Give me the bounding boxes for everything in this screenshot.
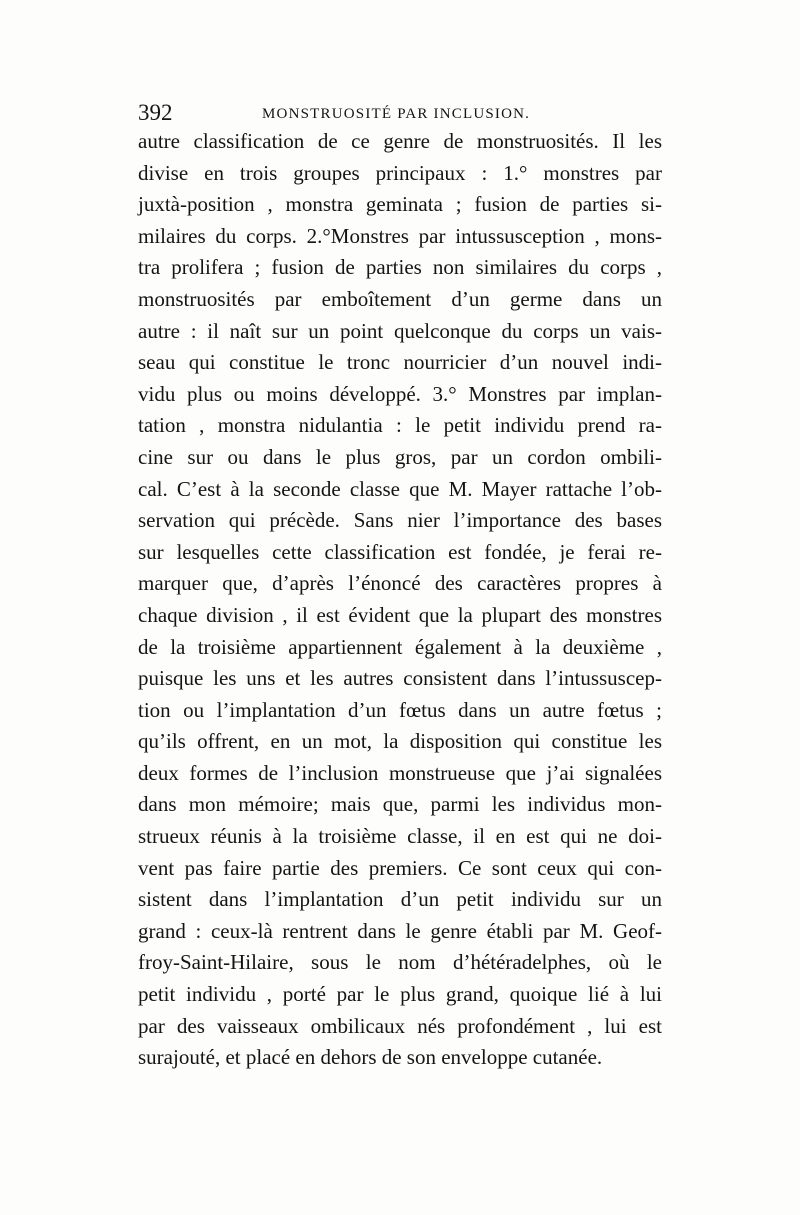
page-header xyxy=(138,100,660,126)
text-line: petit individu , porté par le plus grand, quoique lié à lui xyxy=(138,982,662,1007)
text-line: sur lesquelles cette classification est fondée, je ferai re- xyxy=(138,539,662,564)
running-title: MONSTRUOSITÉ PAR INCLUSION. xyxy=(262,106,531,122)
text-line: cal. C’est à la seconde classe que M. Mayer rattache l’ob- xyxy=(138,476,662,501)
text-line: chaque division , il est évident que la plupart des monstres xyxy=(138,602,662,627)
text-line: autre classification de ce genre de monstruosités. Il les xyxy=(138,129,662,153)
text-line: vidu plus ou moins développé. 3.° Monstres par implan- xyxy=(138,381,662,406)
text-line: froy-Saint-Hilaire, sous le nom d’hétéradelphes, où le xyxy=(138,950,662,975)
text-line: deux formes de l’inclusion monstrueuse que j’ai signalées xyxy=(138,760,662,785)
text-line: divise en trois groupes principaux : 1.° monstres par xyxy=(138,160,662,185)
text-line: par des vaisseaux ombilicaux nés profondément , lui est xyxy=(138,1013,662,1038)
text-line: monstruosités par emboîtement d’un germe dans un xyxy=(138,286,662,311)
text-line: autre : il naît sur un point quelconque du corps un vais- xyxy=(138,318,662,343)
text-line: puisque les uns et les autres consistent dans l’intussuscep- xyxy=(138,666,662,691)
text-line: surajouté, et placé en dehors de son enveloppe cutanée. xyxy=(138,1045,603,1070)
text-line: strueux réunis à la troisième classe, il en est qui ne doi- xyxy=(138,824,662,849)
text-line: tion ou l’implantation d’un fœtus dans un autre fœtus ; xyxy=(138,697,662,722)
body-text xyxy=(138,126,662,1074)
text-line: qu’ils offrent, en un mot, la disposition qui constitue les xyxy=(138,729,662,754)
text-line: sistent dans l’implantation d’un petit individu sur un xyxy=(138,887,662,912)
page-number: 392 xyxy=(138,100,173,125)
text-line: tation , monstra nidulantia : le petit individu prend ra- xyxy=(138,413,662,438)
text-line: de la troisième appartiennent également à la deuxième , xyxy=(138,634,662,659)
text-line: milaires du corps. 2.°Monstres par intussusception , mons- xyxy=(138,223,662,248)
text-line: grand : ceux-là rentrent dans le genre établi par M. Geof- xyxy=(138,918,662,943)
text-line: vent pas faire partie des premiers. Ce sont ceux qui con- xyxy=(138,855,662,880)
text-line: cine sur ou dans le plus gros, par un cordon ombili- xyxy=(138,444,662,469)
text-line: juxtà-position , monstra geminata ; fusion de parties si- xyxy=(138,192,662,217)
text-line: marquer que, d’après l’énoncé des caractères propres à xyxy=(138,571,662,596)
text-line: tra prolifera ; fusion de parties non similaires du corps , xyxy=(138,255,662,280)
text-line: servation qui précède. Sans nier l’importance des bases xyxy=(138,508,662,533)
text-line: seau qui constitue le tronc nourricier d’un nouvel indi- xyxy=(138,350,662,375)
text-line: dans mon mémoire; mais que, parmi les individus mon- xyxy=(138,792,662,817)
